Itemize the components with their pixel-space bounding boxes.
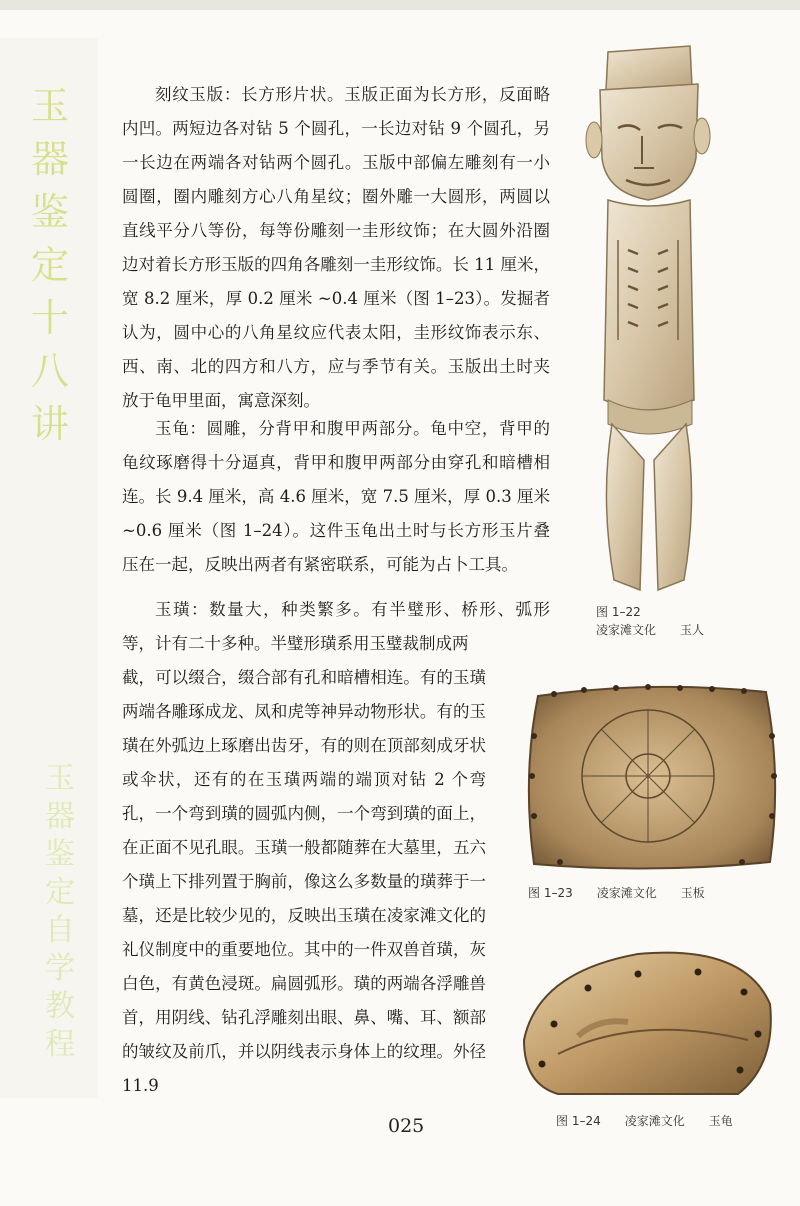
series-title-char: 自 xyxy=(45,913,75,948)
figure-jade-human xyxy=(578,40,718,600)
series-title-vertical xyxy=(40,760,80,1064)
series-title-char: 鉴 xyxy=(45,837,75,872)
figure-1-22-caption: 凌家滩文化 玉人 xyxy=(596,623,705,637)
figure-jade-turtle xyxy=(518,944,780,1102)
paragraph-jade-turtle: 玉龟：圆雕，分背甲和腹甲两部分。龟中空，背甲的龟纹琢磨得十分逼真，背甲和腹甲两部分由穿孔和暗槽相连。长 9.4 厘米，高 4.6 厘米，宽 7.5 厘米，厚 0.3 厘米 ~0.6 厘米（图 1–24）。这件玉龟出土时与长方形玉片叠压在一起，反映出两者有紧密联系，可能为占卜工具。 xyxy=(122,419,550,574)
book-title-char: 器 xyxy=(30,137,69,181)
figure-1-24-caption: 凌家滩文化 玉龟 xyxy=(624,1114,733,1128)
book-title-char: 鉴 xyxy=(30,190,69,234)
figure-1-24-label xyxy=(556,1113,733,1130)
series-title-char: 定 xyxy=(45,875,75,910)
jade-turtle-illustration xyxy=(518,944,780,1102)
book-title-char: 玉 xyxy=(30,84,69,128)
figure-1-23-number: 图 1–23 xyxy=(528,886,573,900)
series-title-char: 器 xyxy=(45,799,75,834)
figure-jade-tablet xyxy=(520,676,782,876)
figure-1-23-caption: 凌家滩文化 玉板 xyxy=(596,886,705,900)
paragraph-jade-tablet: 刻纹玉版：长方形片状。玉版正面为长方形，反面略内凹。两短边各对钻 5 个圆孔，一长边对钻 9 个圆孔，另一长边在两端各对钻两个圆孔。玉版中部偏左雕刻有一小圆圈，圈内雕刻方心八角星纹；圈外雕一大圆形，两圆以直线平分八等份，每等份雕刻一圭形纹饰；在大圆外沿圈边对着长方形玉版的四角各雕刻一圭形纹饰。长 11 厘米，宽 8.2 厘米，厚 0.2 厘米 ~0.4 厘米（图 1–23）。发掘者认为，圆中心的八角星纹应代表太阳，圭形纹饰表示东、西、南、北的四方和八方，应与季节有关。玉版出土时夹放于龟甲里面，寓意深刻。 xyxy=(122,85,550,410)
paragraph-jade-huang: 玉璜：数量大，种类繁多。有半璧形、桥形、弧形等，计有二十多种。半璧形璜系用玉璧裁制成两 xyxy=(122,600,550,653)
jade-human-illustration xyxy=(578,40,718,600)
book-title-char: 讲 xyxy=(30,402,69,446)
book-title-char: 十 xyxy=(30,296,69,340)
paragraph-jade-huang-continued: 截，可以缀合，缀合部有孔和暗槽相连。有的玉璜两端各雕琢成龙、凤和虎等神异动物形状。有的玉璜在外弧边上琢磨出齿牙，有的则在顶部刻成牙状或伞状，还有的在玉璜两端的端顶对钻 2 个弯孔，一个弯到璜的圆弧内侧，一个弯到璜的面上，在正面不见孔眼。玉璜一般都随葬在大墓里，五六个璜上下排列置于胸前，像这么多数量的璜葬于一墓，还是比较少见的，反映出玉璜在凌家滩文化的礼仪制度中的重要地位。其中的一件双兽首璜，灰白色，有黄色浸斑。扁圆弧形。璜的两端各浮雕兽首，用阴线、钻孔浮雕刻出眼、鼻、嘴、耳、额部的皱纹及前爪，并以阴线表示身体上的纹理。外径 11.9 xyxy=(122,668,486,1095)
book-title-char: 定 xyxy=(30,243,69,287)
top-edge xyxy=(0,0,800,10)
series-title-char: 程 xyxy=(45,1027,75,1062)
figure-1-22-number: 图 1–22 xyxy=(596,605,641,619)
series-title-char: 学 xyxy=(45,951,75,986)
series-title-char: 教 xyxy=(45,989,75,1024)
book-title-vertical xyxy=(30,80,70,451)
jade-tablet-illustration xyxy=(520,676,782,876)
page-number: 025 xyxy=(388,1115,425,1137)
series-title-char: 玉 xyxy=(45,761,75,796)
figure-1-24-number: 图 1–24 xyxy=(556,1114,601,1128)
figure-1-23-label xyxy=(528,885,705,902)
book-title-char: 八 xyxy=(30,349,69,393)
